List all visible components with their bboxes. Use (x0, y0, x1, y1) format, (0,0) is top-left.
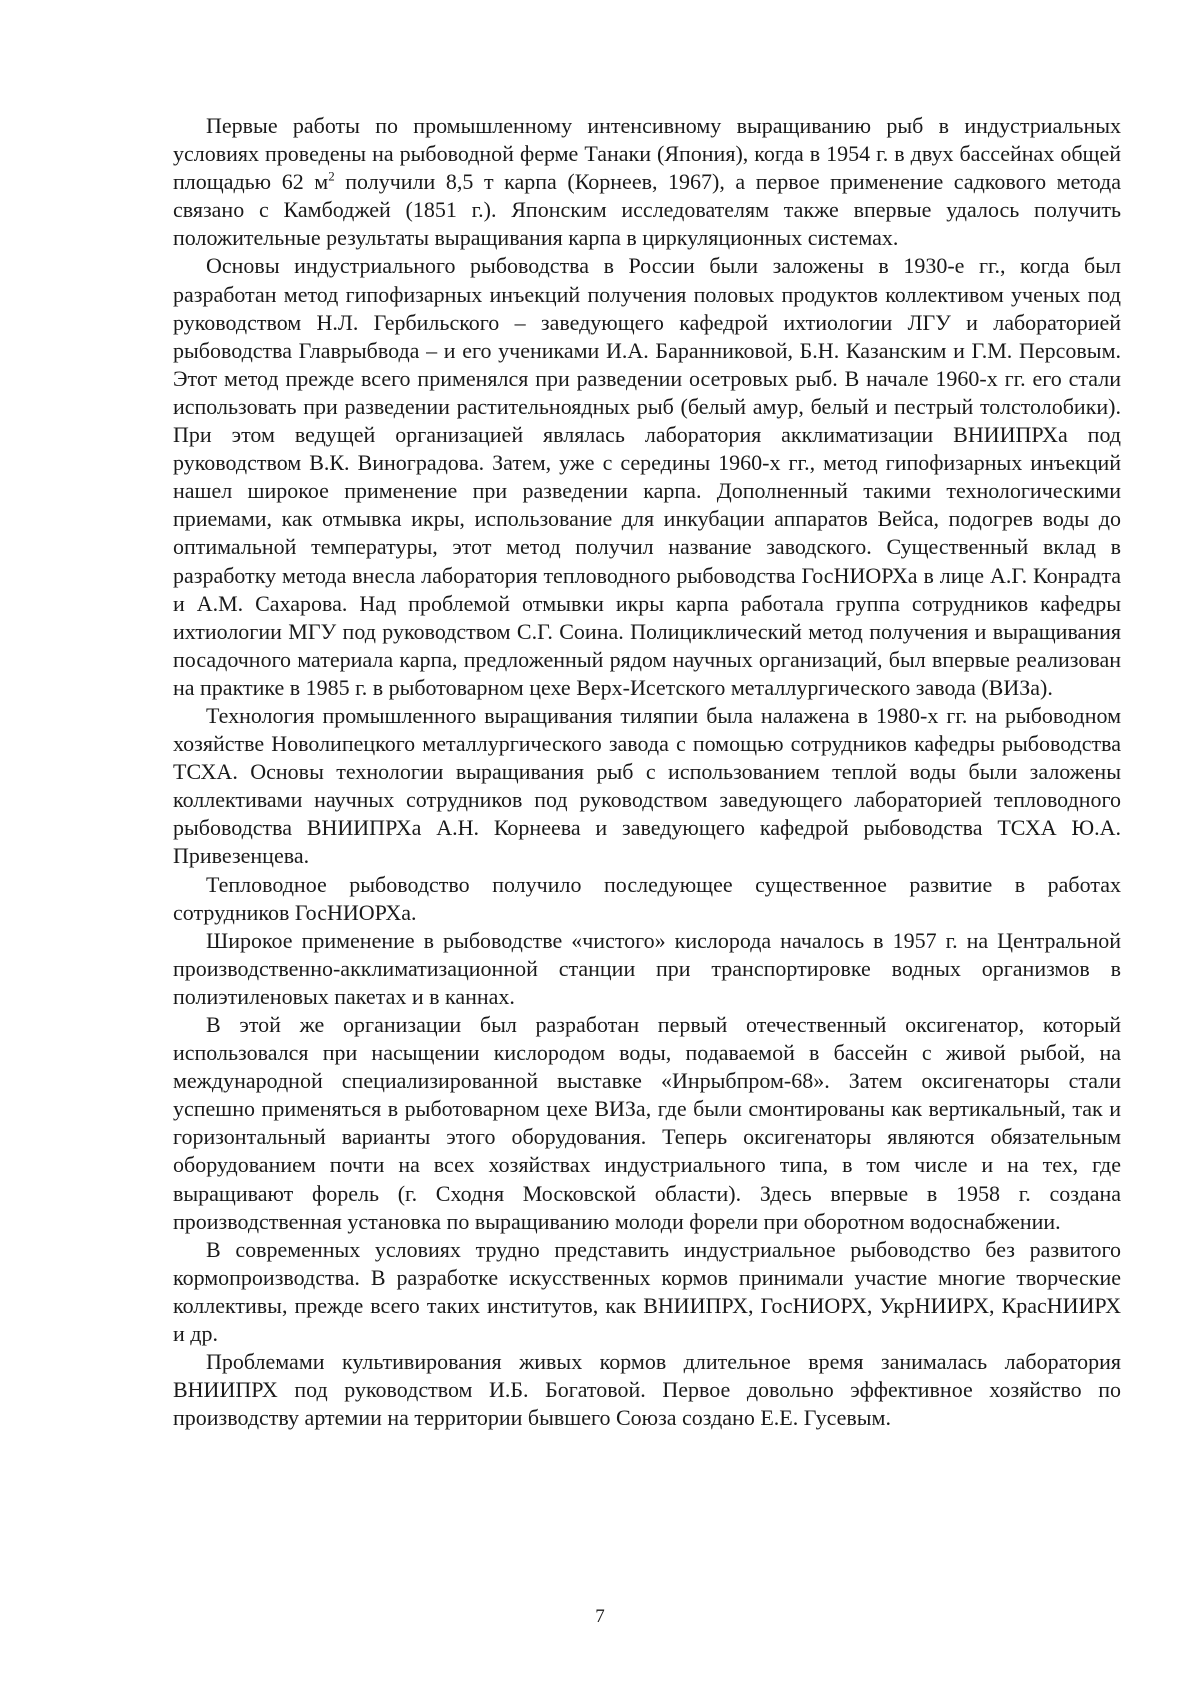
paragraph-3: Технология промышленного выращивания тиляпии была налажена в 1980-х гг. на рыбоводном хозяйстве Новолипецкого металлургического завода с помощью сотрудников кафедры рыбоводства ТСХА. Основы технологии выращивания рыб с использованием теплой воды были заложены коллективами научных сотрудников под руководством заведующего лабораторией тепловодного рыбоводства ВНИИПРХа А.Н. Корнеева и заведующего кафедрой рыбоводства ТСХА Ю.А. Привезенцева. (173, 702, 1121, 869)
paragraph-1 (173, 112, 1121, 252)
paragraph-8: Проблемами культивирования живых кормов длительное время занималась лаборатория ВНИИПРХ под руководством И.Б. Богатовой. Первое довольно эффективное хозяйство по производству артемии на территории бывшего Союза создано Е.Е. Гусевым. (173, 1349, 1121, 1431)
page-number: 7 (595, 1606, 605, 1627)
superscript-square: 2 (328, 168, 335, 184)
paragraph-1-text-cont: получили 8,5 т карпа (Корнеев, 1967), а первое применение садкового метода связано с Камбоджей (1851 г.). Японским исследователям также впервые удалось получить положительные результаты выращивания карпа в циркуляционных системах. (173, 169, 1121, 251)
paragraph-4: Тепловодное рыбоводство получило последующее существенное развитие в работах сотрудников ГосНИОРХа. (173, 871, 1121, 925)
paragraph-5: Широкое применение в рыбоводстве «чистого» кислорода началось в 1957 г. на Центральной производственно-акклиматизационной станции при транспортировке водных организмов в полиэтиленовых пакетах и в каннах. (173, 927, 1121, 1009)
paragraph-6: В этой же организации был разработан первый отечественный оксигенатор, который использовался при насыщении кислородом воды, подаваемой в бассейн с живой рыбой, на международной специализированной выставке «Инрыбпром-68». Затем оксигенаторы стали успешно применяться в рыботоварном цехе ВИЗа, где были смонтированы как вертикальный, так и горизонтальный варианты этого оборудования. Теперь оксигенаторы являются обязательным оборудованием почти на всех хозяйствах индустриального типа, в том числе и на тех, где выращивают форель (г. Сходня Московской области). Здесь впервые в 1958 г. создана производственная установка по выращиванию молоди форели при оборотном водоснабжении. (173, 1012, 1121, 1234)
paragraph-2: Основы индустриального рыбоводства в России были заложены в 1930-е гг., когда был разработан метод гипофизарных инъекций получения половых продуктов коллективом ученых под руководством Н.Л. Гербильского – заведующего кафедрой ихтиологии ЛГУ и лабораторией рыбоводства Главрыбвода – и его учениками И.А. Баранниковой, Б.Н. Казанским и Г.М. Персовым. Этот метод прежде всего применялся при разведении осетровых рыб. В начале 1960-х гг. его стали использовать при разведении растительноядных рыб (белый амур, белый и пестрый толстолобики). При этом ведущей организацией являлась лаборатория акклиматизации ВНИИПРХа под руководством В.К. Виноградова. Затем, уже с середины 1960-х гг., метод гипофизарных инъекций нашел широкое применение при разведении карпа. Дополненный такими технологическими приемами, как отмывка икры, использование для инкубации аппаратов Вейса, подогрев воды до оптимальной температуры, этот метод получил название заводского. Существенный вклад в разработку метода внесла лаборатория тепловодного рыбоводства ГосНИОРХа в лице А.Г. Конрадта и А.М. Сахарова. Над проблемой отмывки икры карпа работала группа сотрудников кафедры ихтиологии МГУ под руководством С.Г. Соина. Полициклический метод получения и выращивания посадочного материала карпа, предложенный рядом научных организаций, был впервые реализован на практике в 1985 г. в рыботоварном цехе Верх-Исетского металлургического завода (ВИЗа). (173, 253, 1121, 700)
paragraph-1-text: Первые работы по промышленному интенсивному выращиванию рыб в индустриальных условиях проведены на рыбоводной ферме Танаки (Япония), когда в 1954 г. в двух бассейнах общей площадью 62 м (173, 113, 1121, 195)
document-body (173, 112, 1121, 1432)
paragraph-7: В современных условиях трудно представить индустриальное рыбоводство без развитого кормопроизводства. В разработке искусственных кормов принимали участие многие творческие коллективы, прежде всего таких институтов, как ВНИИПРХ, ГосНИОРХ, УкрНИИРХ, КрасНИИРХ и др. (173, 1236, 1121, 1347)
